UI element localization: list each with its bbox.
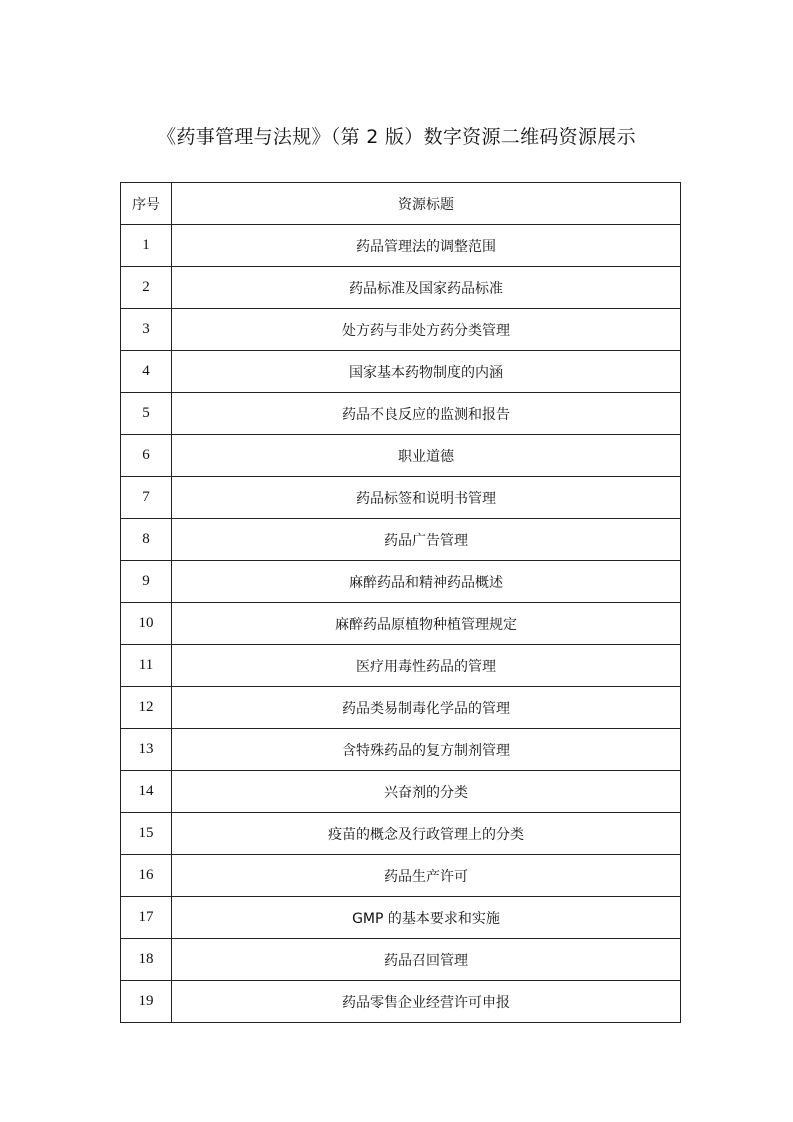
table-row (121, 561, 681, 603)
row-number: 11 (121, 645, 172, 687)
table-row (121, 729, 681, 771)
row-title: GMP 的基本要求和实施 (172, 897, 681, 939)
row-title: 含特殊药品的复方制剂管理 (172, 729, 681, 771)
row-number: 10 (121, 603, 172, 645)
row-number: 16 (121, 855, 172, 897)
row-number: 13 (121, 729, 172, 771)
row-title: 疫苗的概念及行政管理上的分类 (172, 813, 681, 855)
table-row (121, 435, 681, 477)
row-number: 19 (121, 981, 172, 1023)
row-title: 兴奋剂的分类 (172, 771, 681, 813)
row-number: 12 (121, 687, 172, 729)
table-row (121, 267, 681, 309)
row-title: 麻醉药品原植物种植管理规定 (172, 603, 681, 645)
row-title: 药品零售企业经营许可申报 (172, 981, 681, 1023)
row-title: 药品生产许可 (172, 855, 681, 897)
table-row (121, 225, 681, 267)
table-row (121, 855, 681, 897)
row-number: 17 (121, 897, 172, 939)
row-number: 7 (121, 477, 172, 519)
document-title: 《药事管理与法规》（第 2 版）数字资源二维码资源展示 (157, 126, 636, 148)
row-title: 药品广告管理 (172, 519, 681, 561)
row-number: 14 (121, 771, 172, 813)
row-number: 4 (121, 351, 172, 393)
row-number: 15 (121, 813, 172, 855)
row-title: 麻醉药品和精神药品概述 (172, 561, 681, 603)
row-number: 9 (121, 561, 172, 603)
table-row (121, 351, 681, 393)
row-title: 药品类易制毒化学品的管理 (172, 687, 681, 729)
table-header-row (121, 183, 681, 225)
row-number: 8 (121, 519, 172, 561)
row-number: 18 (121, 939, 172, 981)
resource-table (120, 182, 681, 1023)
row-title: 医疗用毒性药品的管理 (172, 645, 681, 687)
table-row (121, 813, 681, 855)
row-title: 药品标签和说明书管理 (172, 477, 681, 519)
table-row (121, 393, 681, 435)
header-number: 序号 (121, 183, 172, 225)
row-title: 处方药与非处方药分类管理 (172, 309, 681, 351)
row-number: 6 (121, 435, 172, 477)
table-row (121, 771, 681, 813)
table-row (121, 603, 681, 645)
row-title: 药品标准及国家药品标准 (172, 267, 681, 309)
table-row (121, 519, 681, 561)
row-number: 5 (121, 393, 172, 435)
table-row (121, 897, 681, 939)
header-title: 资源标题 (172, 183, 681, 225)
row-title: 职业道德 (172, 435, 681, 477)
row-number: 3 (121, 309, 172, 351)
table-row (121, 645, 681, 687)
table-row (121, 981, 681, 1023)
row-title: 国家基本药物制度的内涵 (172, 351, 681, 393)
table-row (121, 939, 681, 981)
table-body (121, 225, 681, 1023)
row-title: 药品召回管理 (172, 939, 681, 981)
table-row (121, 477, 681, 519)
row-title: 药品不良反应的监测和报告 (172, 393, 681, 435)
table-row (121, 309, 681, 351)
table-row (121, 687, 681, 729)
row-title: 药品管理法的调整范围 (172, 225, 681, 267)
row-number: 2 (121, 267, 172, 309)
row-number: 1 (121, 225, 172, 267)
